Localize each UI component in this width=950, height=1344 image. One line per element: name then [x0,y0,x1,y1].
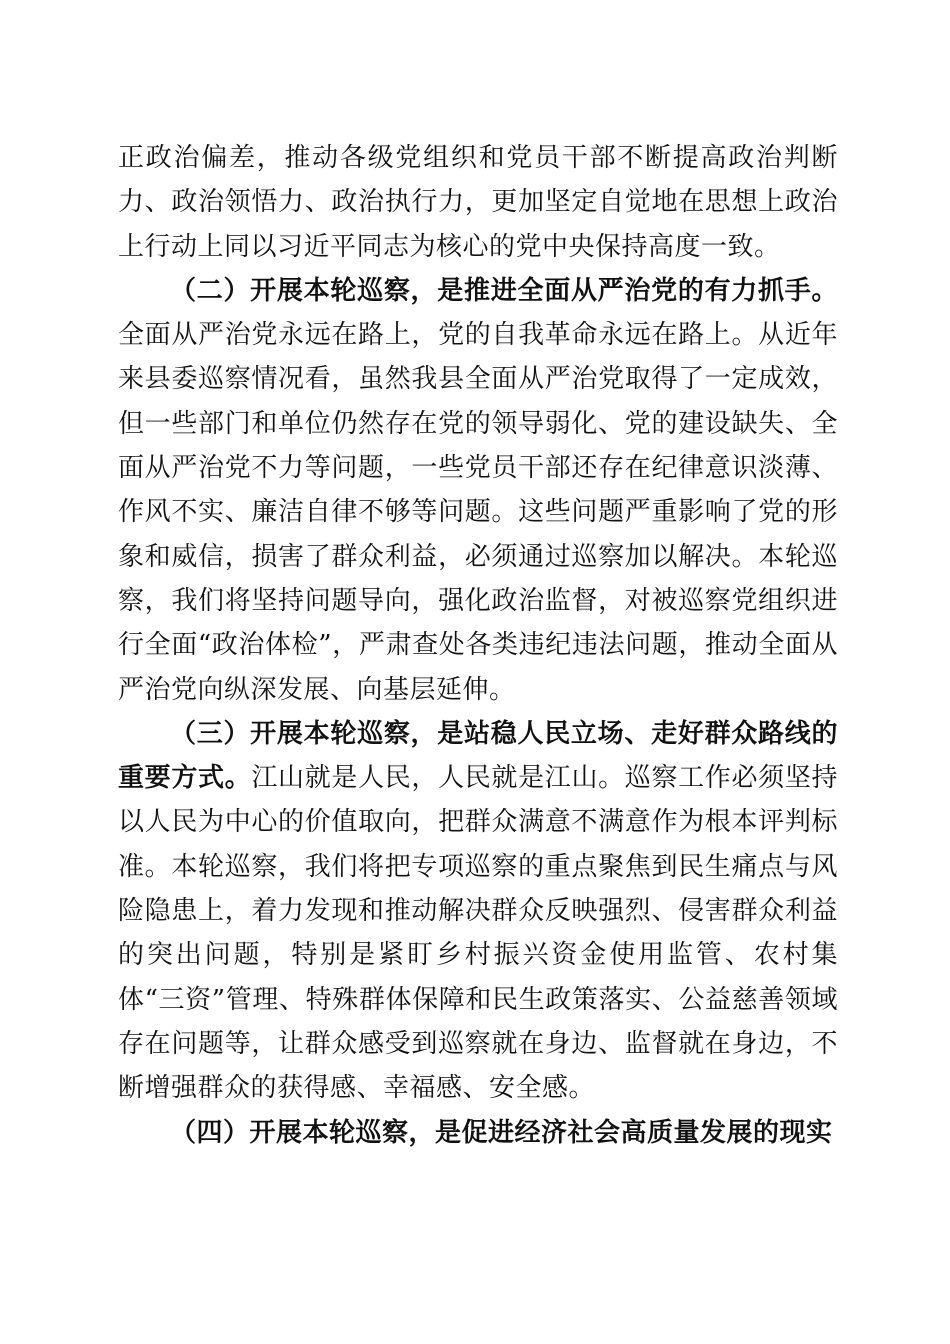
paragraph-2-text: 全面从严治党永远在路上，党的自我革命永远在路上。从近年来县委巡察情况看，虽然我县全面从严治党取得了一定成效，但一些部门和单位仍然存在党的领导弱化、党的建设缺失、全面从严治党不力等问题，一些党员干部还存在纪律意识淡薄、作风不实、廉洁自律不够等问题。这些问题严重影响了党的形象和威信，损害了群众利益，必须通过巡察加以解决。本轮巡察，我们将坚持问题导向，强化政治监督，对被巡察党组织进行全面“政治体检”，严肃查处各类违纪违法问题，推动全面从严治党向纵深发展、向基层延伸。 [118,320,838,705]
paragraph-2 [118,269,838,712]
section-heading-3: （三）开展本轮巡察，是站稳人民立场、走好群众路线的重要方式。 [118,718,838,794]
paragraph-4 [118,1111,838,1155]
paragraph-3 [118,712,838,1111]
section-heading-4: （四）开展本轮巡察，是促进经济社会高质量发展的现实 [170,1117,833,1148]
document-body [118,136,838,1155]
paragraph-3-text: 江山就是人民，人民就是江山。巡察工作必须坚持以人民为中心的价值取向，把群众满意不满意作为根本评判标准。本轮巡察，我们将把专项巡察的重点聚焦到民生痛点与风险隐患上，着力发现和推动解决群众反映强烈、侵害群众利益的突出问题，特别是紧盯乡村振兴资金使用监管、农村集体“三资”管理、特殊群体保障和民生政策落实、公益慈善领域存在问题等，让群众感受到巡察就在身边、监督就在身边，不断增强群众的获得感、幸福感、安全感。 [118,763,838,1104]
section-heading-2: （二）开展本轮巡察，是推进全面从严治党的有力抓手。 [170,275,838,306]
paragraph-1 [118,136,838,269]
paragraph-1-text: 正政治偏差，推动各级党组织和党员干部不断提高政治判断力、政治领悟力、政治执行力，更加坚定自觉地在思想上政治上行动上同以习近平同志为核心的党中央保持高度一致。 [118,143,838,262]
